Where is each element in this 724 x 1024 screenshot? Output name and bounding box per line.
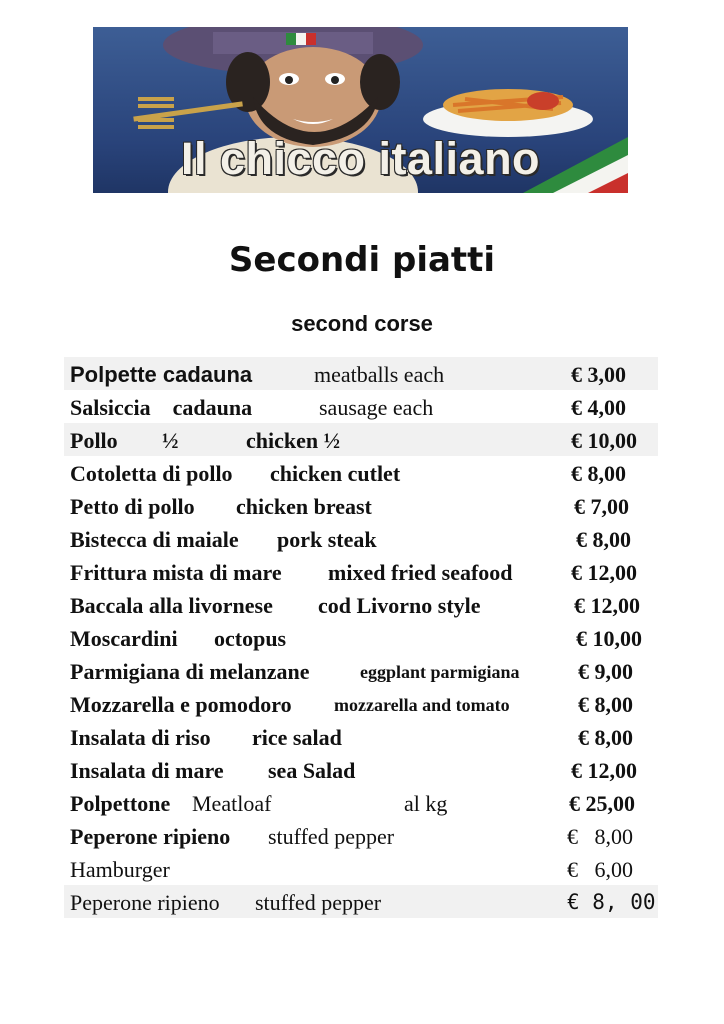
menu-item [64,588,658,621]
item-price: € 12,00 [571,758,637,783]
item-price: € 10,00 [576,626,642,651]
item-price: € 25,00 [569,791,635,816]
item-price: € 6,00 [567,857,633,882]
item-price: € 10,00 [571,428,637,453]
menu-item [64,819,658,852]
item-name-en: rice salad [252,725,342,750]
item-name-en: stuffed pepper [255,890,382,915]
item-name-en: mixed fried seafood [328,560,513,585]
item-name-it: Bistecca di maiale [70,527,239,552]
item-name-it: Petto di pollo [70,494,195,519]
item-name-it: Pollo [70,428,118,453]
item-name-en: stuffed pepper [268,824,395,849]
item-name-it: Insalata di riso [70,725,211,750]
item-name-it: Peperone ripieno [70,890,220,915]
menu-item [64,786,658,819]
item-name-it: Baccala alla livornese [70,593,273,618]
menu-item [64,357,658,390]
menu-item [64,687,658,720]
item-price: € 8, 00 [567,890,656,914]
item-name-it: Parmigiana di melanzane [70,659,310,684]
menu-item [64,654,658,687]
menu-item [64,885,658,918]
item-name-en: eggplant parmigiana [360,662,520,682]
item-price: € 8,00 [578,692,633,717]
item-name-en: octopus [214,626,287,651]
menu-item [64,522,658,555]
item-name-en: sausage each [319,395,434,420]
item-price: € 12,00 [571,560,637,585]
page-title: Secondi piatti [228,240,496,280]
item-price: € 8,00 [576,527,631,552]
item-name-it: Mozzarella e pomodoro [70,692,292,717]
item-name-it: Polpette cadauna [70,362,253,387]
item-name-it: Frittura mista di mare [70,560,282,585]
menu-item [64,390,658,423]
item-price: € 8,00 [578,725,633,750]
item-name-en: pork steak [277,527,377,552]
item-price: € 8,00 [571,461,626,486]
item-price: € 9,00 [578,659,633,684]
menu-item [64,621,658,654]
item-name-it: Hamburger [70,857,170,882]
item-price: € 3,00 [571,362,626,387]
menu-item [64,423,658,456]
item-price: € 4,00 [571,395,626,420]
item-name-en: Meatloaf [192,791,272,816]
page-subtitle: second corse [291,311,433,336]
item-name-en: mozzarella and tomato [334,695,510,715]
item-price: € 8,00 [567,824,633,849]
menu-item [64,555,658,588]
header-banner [93,27,628,193]
menu-item [64,753,658,786]
item-name-it: Cotoletta di pollo [70,461,233,486]
menu-item [64,489,658,522]
item-name-it: Polpettone [70,791,171,816]
restaurant-name: Il chicco italiano [180,133,541,184]
item-name-en: chicken cutlet [270,461,401,486]
item-name-en: meatballs each [314,362,445,387]
item-name-en: sea Salad [268,758,356,783]
item-price: € 7,00 [574,494,629,519]
item-name-it: Insalata di mare [70,758,224,783]
item-name-it: Peperone ripieno [70,824,231,849]
item-half: ½ [162,428,179,453]
menu-item [64,456,658,489]
item-name-en: chicken ½ [246,428,341,453]
item-name-en: cod Livorno style [318,593,481,618]
item-unit: al kg [404,791,448,816]
item-name-it: Moscardini [70,626,178,651]
item-name-it: Salsiccia cadauna [70,395,253,420]
menu-item [64,852,658,885]
menu-item [64,720,658,753]
item-name-en: chicken breast [236,494,372,519]
item-price: € 12,00 [574,593,640,618]
